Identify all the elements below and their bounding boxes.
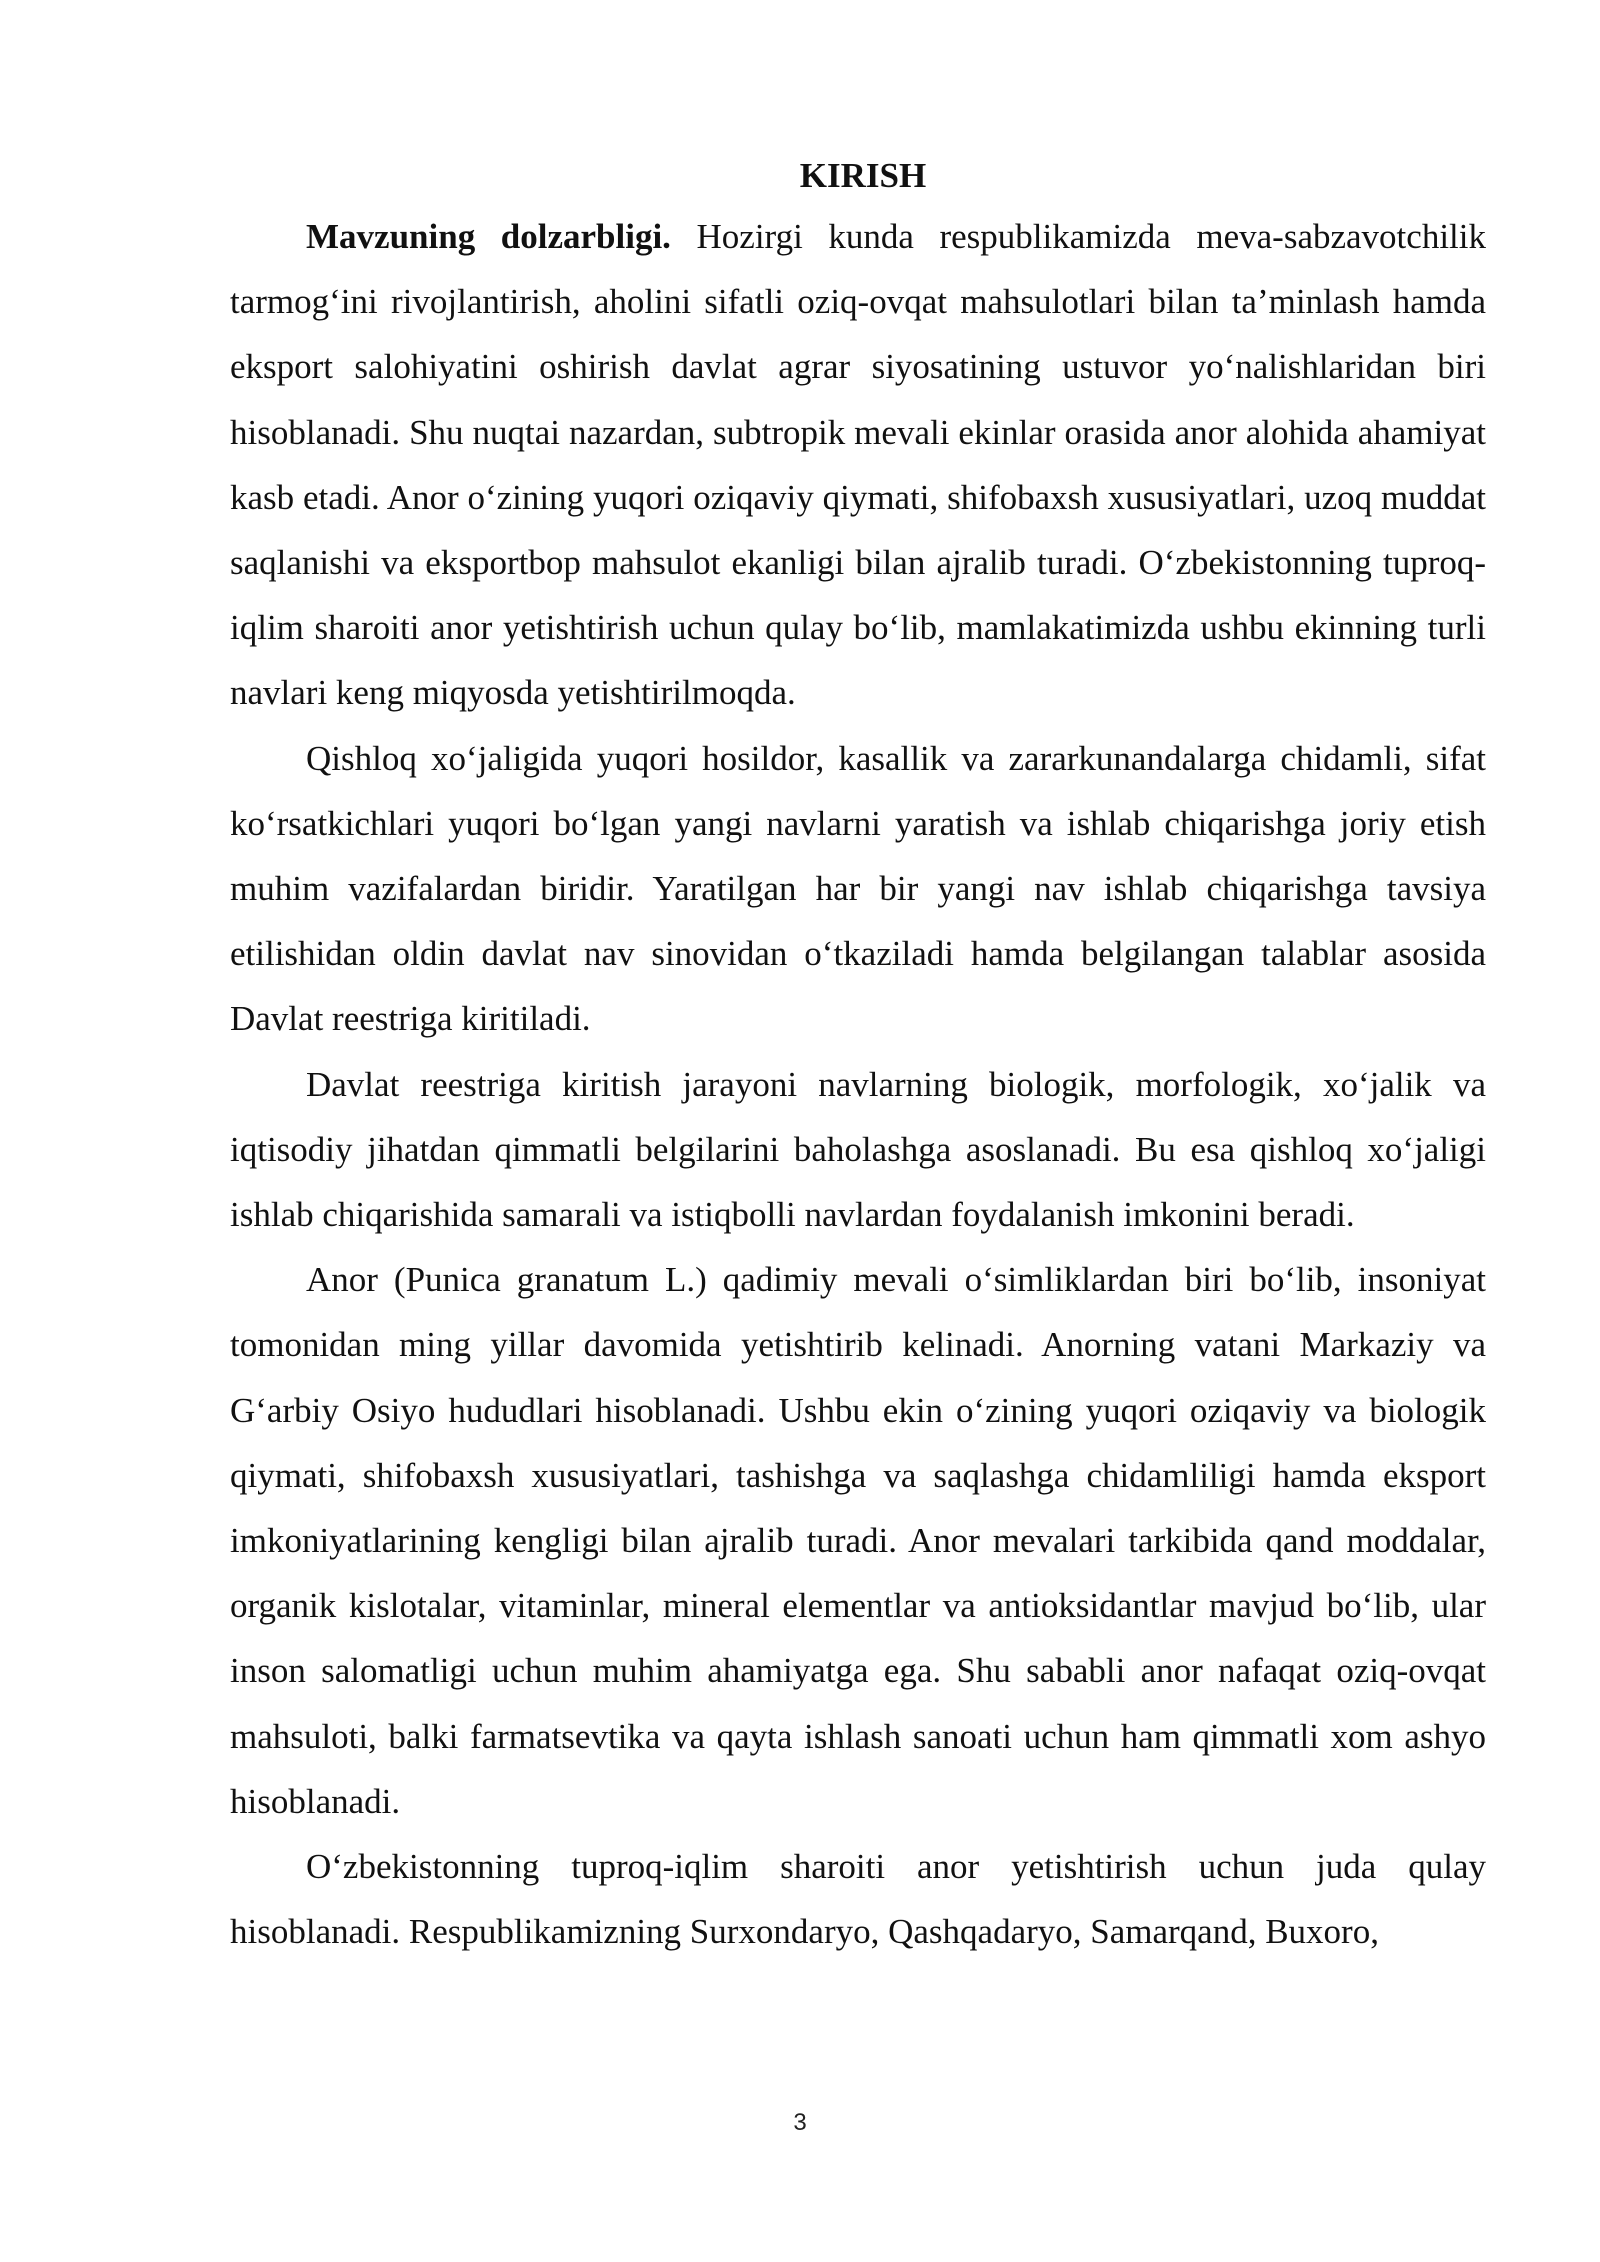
section-heading: KIRISH [799,156,927,195]
paragraph-relevance [230,204,1486,726]
paragraph-text: Anor (Punica granatum L.) qadimiy mevali o‘simliklardan biri bo‘lib, insoniyat tomonidan ming yillar davomida yetishtirib kelinadi. Anorning vatani Markaziy va G‘arbiy Osiyo hududlari hisoblanadi. Ushbu ekin o‘zining yuqori oziqaviy va biologik qiymati, shifobaxsh xususiyatlari, tashishga va saqlashga chidamliligi hamda eksport imkoniyatlarining kengligi bilan ajralib turadi. Anor mevalari tarkibida qand moddalar, organik kislotalar, vitaminlar, mineral elementlar va antioksidantlar mavjud bo‘lib, ular inson salomatligi uchun muhim ahamiyatga ega. Shu sababli anor nafaqat oziq-ovqat mahsuloti, balki farmatsevtika va qayta ishlash sanoati uchun ham qimmatli xom ashyo hisoblanadi. [230,1260,1486,1821]
paragraph-text: Qishloq xo‘jaligida yuqori hosildor, kasallik va zararkunandalarga chidamli, sifat ko‘rsatkichlari yuqori bo‘lgan yangi navlarni yaratish va ishlab chiqarishga joriy etish muhim vazifalardan biridir. Yaratilgan har bir yangi nav ishlab chiqarishga tavsiya etilishidan oldin davlat nav sinovidan o‘tkaziladi hamda belgilangan talablar asosida Davlat reestriga kiritiladi. [230,738,1486,1039]
paragraph-lead: Mavzuning dolzarbligi. [306,217,671,256]
paragraph-text: Davlat reestriga kiritish jarayoni navlarning biologik, morfologik, xo‘jalik va iqtisodiy jihatdan qimmatli belgilarini baholashga asoslanadi. Bu esa qishloq xo‘jaligi ishlab chiqarishida samarali va istiqbolli navlardan foydalanish imkonini beradi. [230,1064,1486,1235]
page-number: 3 [793,2109,807,2136]
paragraph-new-varieties [230,726,1486,1052]
paragraph-state-register [230,1052,1486,1248]
paragraph-uzbekistan-conditions [230,1834,1486,1964]
paragraph-text: Hozirgi kunda respublikamizda meva-sabzavotchilik tarmog‘ini rivojlantirish, aholini sifatli oziq-ovqat mahsulotlari bilan ta’minlash hamda eksport salohiyatini oshirish davlat agrar siyosatining ustuvor yo‘nalishlaridan biri hisoblanadi. Shu nuqtai nazardan, subtropik mevali ekinlar orasida anor alohida ahamiyat kasb etadi. Anor o‘zining yuqori oziqaviy qiymati, shifobaxsh xususiyatlari, uzoq muddat saqlanishi va eksportbop mahsulot ekanligi bilan ajralib turadi. O‘zbekistonning tuproq-iqlim sharoiti anor yetishtirish uchun qulay bo‘lib, mamlakatimizda ushbu ekinning turli navlari keng miqyosda yetishtirilmoqda. [230,217,1486,713]
paragraph-text: O‘zbekistonning tuproq-iqlim sharoiti anor yetishtirish uchun juda qulay hisoblanadi. Respublikamizning Surxondaryo, Qashqadaryo, Samarqand, Buxoro, [230,1847,1486,1952]
paragraph-pomegranate [230,1247,1486,1834]
page-content [230,148,1486,1964]
